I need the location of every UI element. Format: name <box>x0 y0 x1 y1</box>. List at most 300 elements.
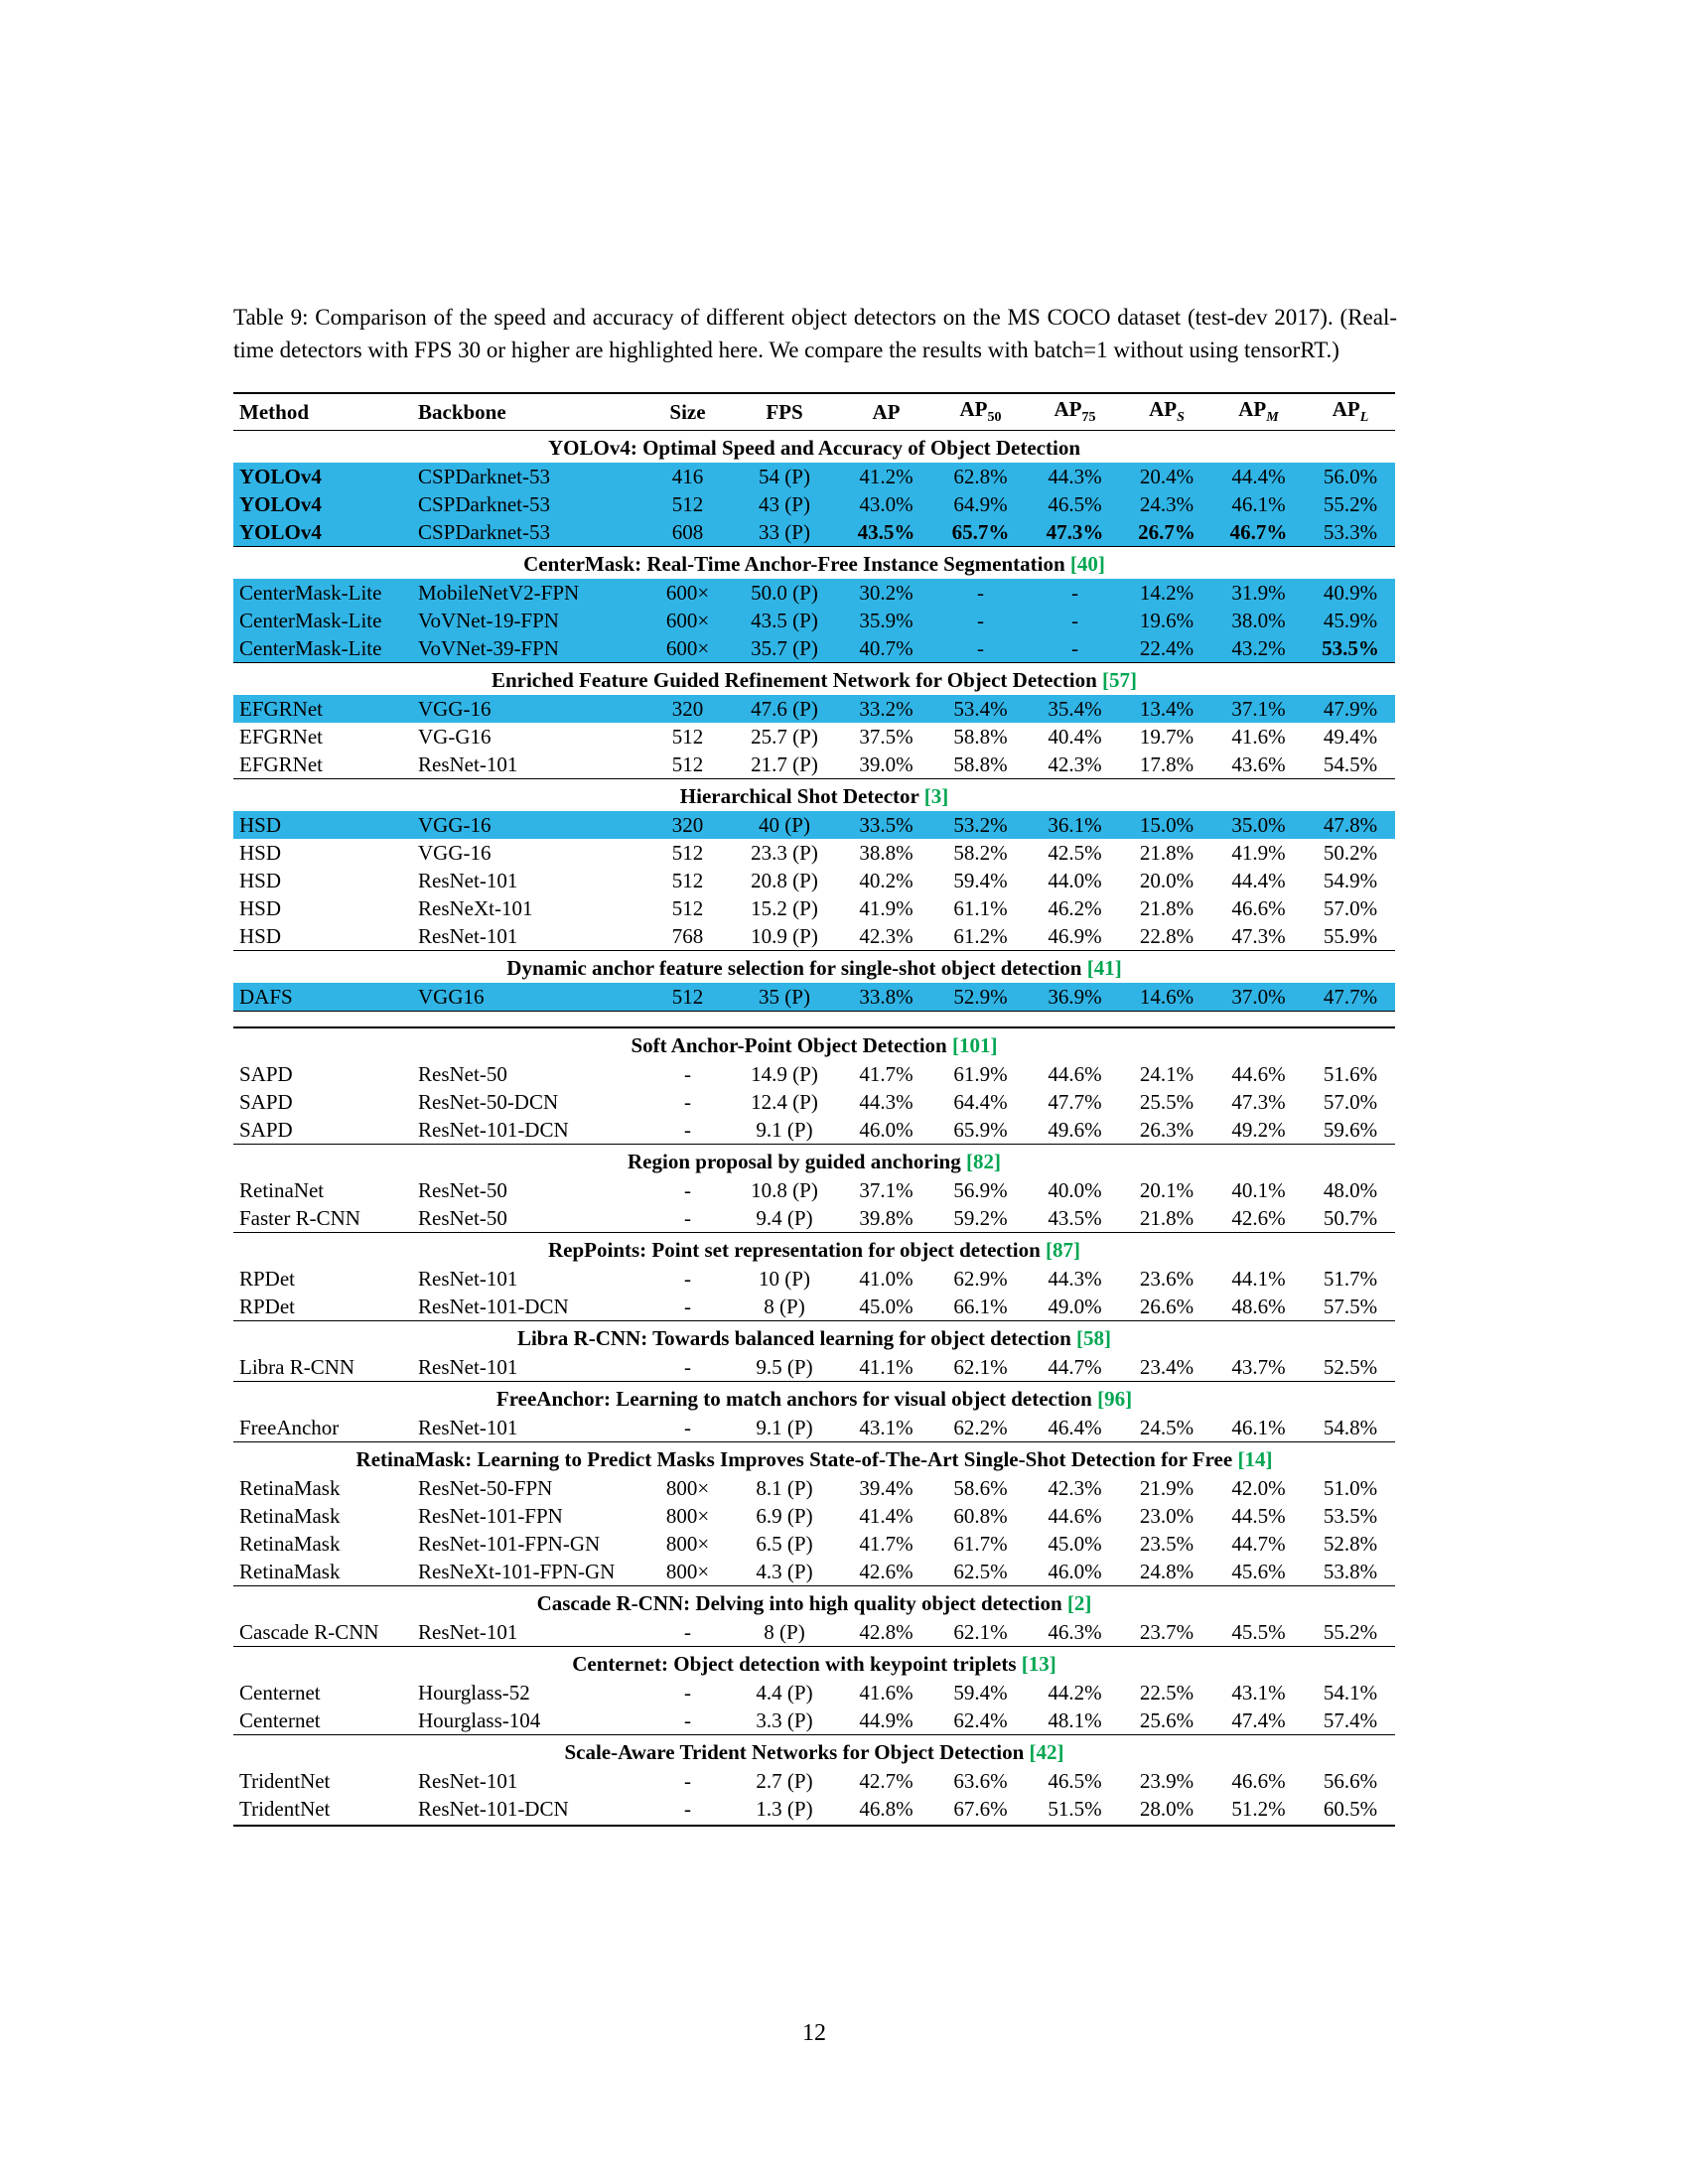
table-row <box>233 1618 1395 1646</box>
table-cell: YOLOv4 <box>239 519 322 544</box>
table-cell: TridentNet <box>239 1768 331 1793</box>
table-cell: CSPDarknet-53 <box>418 464 550 488</box>
table-cell: - <box>684 1061 691 1086</box>
table-cell: 51.5% <box>1048 1796 1102 1821</box>
table-cell: HSD <box>239 840 282 865</box>
table-cell: 62.9% <box>953 1266 1008 1291</box>
table-section <box>233 546 1395 662</box>
table-cell: 44.3% <box>859 1089 914 1114</box>
table-cell: 52.9% <box>953 984 1008 1009</box>
table-cell: 37.0% <box>1231 984 1286 1009</box>
table-cell: 44.7% <box>1048 1354 1102 1379</box>
table-cell: 45.9% <box>1323 608 1378 632</box>
table-cell: 48.6% <box>1231 1294 1286 1318</box>
table-cell: 54.5% <box>1323 751 1378 776</box>
table-cell: - <box>684 1266 691 1291</box>
table-break-rule <box>233 1011 1395 1028</box>
table-cell: 45.6% <box>1231 1559 1286 1583</box>
table-cell: 46.0% <box>1048 1559 1102 1583</box>
citation-link[interactable]: [14] <box>1237 1447 1273 1471</box>
table-caption: Table 9: Comparison of the speed and accuracy of different object detectors on the MS COCO dataset (test-dev 2017). (Real-time detectors with FPS 30 or higher are highlighted here. We compare the results with batch=1 without using tensorRT.) <box>233 305 1397 362</box>
table-cell: 52.8% <box>1323 1531 1378 1556</box>
section-title <box>233 951 1395 983</box>
table-cell: 22.8% <box>1139 923 1195 948</box>
table-cell: 43.5% <box>1048 1205 1102 1230</box>
table-cell: 37.1% <box>1231 696 1286 721</box>
table-cell: 53.4% <box>953 696 1008 721</box>
table-cell: 62.8% <box>953 464 1008 488</box>
table-cell: 19.7% <box>1139 724 1195 749</box>
citation-link[interactable]: [82] <box>965 1150 1001 1173</box>
table-cell: 20.0% <box>1139 868 1195 892</box>
table-cell: 46.8% <box>859 1796 914 1821</box>
table-cell: - <box>1071 580 1078 605</box>
table-cell: 33.8% <box>859 984 914 1009</box>
table-cell: 45.5% <box>1231 1619 1286 1644</box>
table-cell: ResNet-101-DCN <box>418 1117 569 1142</box>
table-cell: RPDet <box>239 1266 296 1291</box>
table-cell: 48.1% <box>1048 1707 1102 1732</box>
table-cell: 31.9% <box>1231 580 1286 605</box>
table-row <box>233 922 1395 950</box>
table-cell: 37.5% <box>859 724 914 749</box>
table-cell: 43.1% <box>1231 1680 1286 1705</box>
table-row <box>233 1767 1395 1795</box>
table-cell: VoVNet-39-FPN <box>418 635 559 660</box>
table-cell: - <box>684 1089 691 1114</box>
table-cell: EFGRNet <box>239 696 323 721</box>
table-cell: 46.9% <box>1048 923 1102 948</box>
table-cell: RetinaMask <box>239 1503 341 1528</box>
table-cell: 35.9% <box>859 608 914 632</box>
table-cell: 2.7 (P) <box>756 1768 813 1793</box>
table-cell: 21.8% <box>1139 840 1195 865</box>
table-cell: 41.2% <box>859 464 914 488</box>
section-title-text: FreeAnchor: Learning to match anchors for visual object detection <box>495 1387 1092 1411</box>
table-cell: HSD <box>239 812 282 837</box>
table-row <box>233 579 1395 607</box>
table-row <box>233 607 1395 634</box>
table-cell: 61.7% <box>953 1531 1008 1556</box>
citation-link[interactable]: [57] <box>1102 668 1138 692</box>
table-cell: 23.3 (P) <box>751 840 818 865</box>
table-cell: 8 (P) <box>764 1619 805 1644</box>
table-cell: 35.4% <box>1048 696 1102 721</box>
table-cell: 40.1% <box>1231 1177 1286 1202</box>
table-cell: 800× <box>665 1475 710 1500</box>
citation-link[interactable]: [58] <box>1076 1326 1112 1350</box>
table-cell: 320 <box>671 812 704 837</box>
table-cell: 45.0% <box>1048 1531 1102 1556</box>
table-cell: 42.7% <box>859 1768 914 1793</box>
table-row <box>233 1176 1395 1204</box>
table-cell: 512 <box>671 491 704 516</box>
table-cell: 41.7% <box>859 1531 914 1556</box>
table-header-row <box>233 392 1395 431</box>
table-cell: 44.7% <box>1231 1531 1286 1556</box>
table-section <box>233 1381 1395 1441</box>
table-cell: 22.4% <box>1139 635 1195 660</box>
table-cell: RetinaNet <box>239 1177 325 1202</box>
table-cell: 4.4 (P) <box>756 1680 813 1705</box>
section-title-text: Scale-Aware Trident Networks for Object Detection <box>564 1740 1025 1764</box>
section-title <box>233 1233 1395 1265</box>
table-cell: ResNet-101 <box>418 1266 518 1291</box>
table-cell: 46.1% <box>1231 1415 1286 1439</box>
table-cell: 9.1 (P) <box>756 1117 813 1142</box>
table-cell: 54 (P) <box>759 464 810 488</box>
table-section <box>233 662 1395 778</box>
table-cell: 26.6% <box>1139 1294 1195 1318</box>
table-cell: 62.1% <box>953 1619 1008 1644</box>
table-row <box>233 1706 1395 1734</box>
table-cell: 60.8% <box>953 1503 1008 1528</box>
table-cell: Hourglass-104 <box>418 1707 541 1732</box>
table-cell: HSD <box>239 923 282 948</box>
table-cell: 43.7% <box>1231 1354 1286 1379</box>
table-cell: 43.1% <box>859 1415 914 1439</box>
table-cell: TridentNet <box>239 1796 331 1821</box>
table-cell: 39.0% <box>859 751 914 776</box>
section-title <box>233 1647 1395 1679</box>
table-cell: 10 (P) <box>759 1266 810 1291</box>
table-cell: 44.4% <box>1231 868 1286 892</box>
table-cell: 512 <box>671 868 704 892</box>
table-cell: ResNet-101-DCN <box>418 1294 569 1318</box>
table-cell: 23.7% <box>1139 1619 1195 1644</box>
table-cell: 51.6% <box>1323 1061 1378 1086</box>
table-cell: FreeAnchor <box>239 1415 340 1439</box>
table-cell: Cascade R-CNN <box>239 1619 379 1644</box>
table-cell: CenterMask-Lite <box>239 608 382 632</box>
table-cell: 42.6% <box>859 1559 914 1583</box>
table-cell: 23.5% <box>1139 1531 1195 1556</box>
table-section <box>233 1734 1395 1827</box>
table-cell: 33 (P) <box>759 519 810 544</box>
table-cell: - <box>684 1680 691 1705</box>
table-cell: 768 <box>671 923 704 948</box>
table-cell: 40.2% <box>859 868 914 892</box>
table-cell: CSPDarknet-53 <box>418 519 550 544</box>
table-cell: Centernet <box>239 1680 321 1705</box>
table-row <box>233 1414 1395 1441</box>
table-cell: - <box>684 1117 691 1142</box>
table-cell: - <box>977 580 984 605</box>
table-cell: - <box>977 608 984 632</box>
table-row <box>233 1060 1395 1088</box>
table-cell: 43.0% <box>859 491 914 516</box>
table-cell: 44.3% <box>1048 1266 1102 1291</box>
table-cell: 41.1% <box>859 1354 914 1379</box>
table-cell: 55.9% <box>1323 923 1378 948</box>
section-title-text: Dynamic anchor feature selection for single-shot object detection <box>506 956 1082 980</box>
table-cell: 67.6% <box>953 1796 1008 1821</box>
table-row <box>233 490 1395 518</box>
table-cell: VGG-16 <box>418 840 492 865</box>
table-row <box>233 894 1395 922</box>
table-cell: 14.2% <box>1139 580 1195 605</box>
table-section <box>233 1646 1395 1734</box>
table-cell: YOLOv4 <box>239 491 322 516</box>
table-cell: 608 <box>671 519 704 544</box>
table-cell: 41.9% <box>859 895 914 920</box>
column-header-fps: FPS <box>766 399 803 424</box>
table-cell: 14.9 (P) <box>751 1061 818 1086</box>
table-cell: ResNet-101 <box>418 751 518 776</box>
table-cell: 49.0% <box>1048 1294 1102 1318</box>
table-cell: 44.6% <box>1048 1061 1102 1086</box>
table-cell: 416 <box>671 464 704 488</box>
table-cell: VGG-16 <box>418 696 492 721</box>
table-section <box>233 1441 1395 1585</box>
section-title <box>233 547 1395 579</box>
table-cell: 1.3 (P) <box>756 1796 813 1821</box>
table-cell: ResNet-101 <box>418 1768 518 1793</box>
table-cell: 50.0 (P) <box>751 580 818 605</box>
table-cell: 65.9% <box>953 1117 1008 1142</box>
table-cell: 47.8% <box>1323 812 1378 837</box>
table-cell: 25.7 (P) <box>751 724 818 749</box>
table-cell: 45.0% <box>859 1294 914 1318</box>
section-title-text: RepPoints: Point set representation for object detection <box>548 1238 1041 1262</box>
table-cell: 52.5% <box>1323 1354 1378 1379</box>
table-cell: 41.0% <box>859 1266 914 1291</box>
table-section <box>233 778 1395 950</box>
section-title <box>233 1382 1395 1414</box>
table-cell: EFGRNet <box>239 751 323 776</box>
table-cell: 21.9% <box>1139 1475 1195 1500</box>
table-cell: 512 <box>671 724 704 749</box>
citation-link[interactable]: [42] <box>1029 1740 1064 1764</box>
table-row <box>233 983 1395 1011</box>
section-title-text: YOLOv4: Optimal Speed and Accuracy of Object Detection <box>547 436 1081 460</box>
table-cell: CSPDarknet-53 <box>418 491 550 516</box>
table-cell: 47.3% <box>1231 1089 1286 1114</box>
table-cell: 33.2% <box>859 696 914 721</box>
table-cell: 42.6% <box>1231 1205 1286 1230</box>
table-cell: 9.5 (P) <box>756 1354 813 1379</box>
table-cell: ResNet-50 <box>418 1205 507 1230</box>
section-title-text: Centernet: Object detection with keypoint triplets <box>572 1652 1017 1676</box>
section-title <box>233 663 1395 695</box>
table-row <box>233 1088 1395 1116</box>
table-cell: 57.5% <box>1323 1294 1378 1318</box>
table-cell: 54.8% <box>1323 1415 1378 1439</box>
table-cell: 57.4% <box>1323 1707 1378 1732</box>
table-cell: 43.5% <box>857 519 915 544</box>
table-cell: 21.8% <box>1139 895 1195 920</box>
table-cell: CenterMask-Lite <box>239 580 382 605</box>
table-cell: 15.0% <box>1139 812 1195 837</box>
page-number: 12 <box>802 2020 826 2046</box>
table-cell: EFGRNet <box>239 724 323 749</box>
section-title-text: Enriched Feature Guided Refinement Network for Object Detection <box>491 668 1097 692</box>
section-title-text: Cascade R-CNN: Delving into high quality object detection <box>536 1591 1062 1615</box>
section-title <box>233 779 1395 811</box>
table-cell: 44.1% <box>1231 1266 1286 1291</box>
table-cell: - <box>684 1768 691 1793</box>
table-cell: 58.2% <box>953 840 1008 865</box>
table-section <box>233 1144 1395 1232</box>
table-cell: ResNet-50 <box>418 1177 507 1202</box>
column-header-aps: $AP_S$ <box>1149 397 1185 426</box>
table-cell: 33.5% <box>859 812 914 837</box>
table-cell: 40 (P) <box>759 812 810 837</box>
table-row <box>233 811 1395 839</box>
table-cell: 44.0% <box>1048 868 1102 892</box>
table-cell: 25.5% <box>1139 1089 1195 1114</box>
section-title <box>233 1028 1395 1060</box>
table-row <box>233 518 1395 546</box>
table-cell: 21.7 (P) <box>751 751 818 776</box>
table-cell: 24.5% <box>1139 1415 1195 1439</box>
table-cell: 20.8 (P) <box>751 868 818 892</box>
table-cell: 9.4 (P) <box>756 1205 813 1230</box>
section-title-text: RetinaMask: Learning to Predict Masks Improves State-of-The-Art Single-Shot Detection for Free <box>355 1447 1233 1471</box>
table-cell: - <box>684 1707 691 1732</box>
table-row <box>233 1530 1395 1558</box>
table-cell: 46.0% <box>859 1117 914 1142</box>
table-cell: 58.8% <box>953 724 1008 749</box>
table-cell: 42.5% <box>1048 840 1102 865</box>
table-cell: 62.5% <box>953 1559 1008 1583</box>
table-cell: 19.6% <box>1139 608 1195 632</box>
table-cell: YOLOv4 <box>239 464 322 488</box>
table-cell: 24.3% <box>1139 491 1195 516</box>
table-cell: 49.2% <box>1231 1117 1286 1142</box>
table-cell: 46.5% <box>1048 491 1102 516</box>
table-cell: 3.3 (P) <box>756 1707 813 1732</box>
table-cell: 21.8% <box>1139 1205 1195 1230</box>
table-section <box>233 1320 1395 1381</box>
table-cell: - <box>684 1415 691 1439</box>
table-cell: 320 <box>671 696 704 721</box>
section-title <box>233 1442 1395 1474</box>
table-cell: 55.2% <box>1323 1619 1378 1644</box>
table-cell: 800× <box>665 1503 710 1528</box>
table-cell: 40.4% <box>1048 724 1102 749</box>
table-cell: 53.5% <box>1322 635 1379 660</box>
citation-link[interactable]: [13] <box>1021 1652 1056 1676</box>
table-cell: 56.0% <box>1323 464 1378 488</box>
table-cell: 41.6% <box>859 1680 914 1705</box>
table-cell: 61.9% <box>953 1061 1008 1086</box>
table-cell: VG-G16 <box>418 724 492 749</box>
table-cell: ResNet-101 <box>418 1354 518 1379</box>
table-cell: 56.9% <box>953 1177 1008 1202</box>
table-cell: 61.2% <box>953 923 1008 948</box>
table-section <box>233 1232 1395 1320</box>
table-cell: 512 <box>671 840 704 865</box>
table-row <box>233 723 1395 751</box>
citation-link[interactable]: [41] <box>1086 956 1122 980</box>
table-cell: ResNet-101-FPN <box>418 1503 563 1528</box>
table-cell: 46.7% <box>1229 519 1288 544</box>
citation-link[interactable]: [2] <box>1066 1591 1092 1615</box>
table-cell: Faster R-CNN <box>239 1205 360 1230</box>
table-cell: 44.5% <box>1231 1503 1286 1528</box>
table-cell: 38.0% <box>1231 608 1286 632</box>
table-cell: ResNet-101-FPN-GN <box>418 1531 601 1556</box>
table-row <box>233 1558 1395 1585</box>
table-cell: 10.8 (P) <box>751 1177 818 1202</box>
section-title-text: Hierarchical Shot Detector <box>679 784 919 808</box>
citation-link[interactable]: [101] <box>952 1033 998 1057</box>
table-cell: 20.4% <box>1139 464 1195 488</box>
table-cell: 49.6% <box>1048 1117 1102 1142</box>
citation-link[interactable]: [40] <box>1069 552 1105 576</box>
table-cell: RetinaMask <box>239 1531 341 1556</box>
table-cell: - <box>684 1294 691 1318</box>
table-cell: 25.6% <box>1139 1707 1195 1732</box>
table-row <box>233 1474 1395 1502</box>
results-table <box>233 392 1395 1827</box>
table-cell: ResNet-50 <box>418 1061 507 1086</box>
table-cell: - <box>684 1177 691 1202</box>
table-cell: 50.2% <box>1323 840 1378 865</box>
table-cell: 39.4% <box>859 1475 914 1500</box>
table-cell: 600× <box>665 580 710 605</box>
section-title <box>233 1321 1395 1353</box>
table-row <box>233 867 1395 894</box>
table-cell: 14.6% <box>1139 984 1195 1009</box>
table-cell: 43 (P) <box>759 491 810 516</box>
table-cell: 35 (P) <box>759 984 810 1009</box>
table-cell: 40.0% <box>1048 1177 1102 1202</box>
table-cell: 51.7% <box>1323 1266 1378 1291</box>
column-header-backbone: Backbone <box>418 399 506 424</box>
table-cell: 44.2% <box>1048 1680 1102 1705</box>
table-cell: 36.1% <box>1048 812 1102 837</box>
table-cell: - <box>1071 608 1078 632</box>
table-cell: ResNeXt-101 <box>418 895 533 920</box>
citation-link[interactable]: [3] <box>923 784 949 808</box>
table-cell: 56.6% <box>1323 1768 1378 1793</box>
table-cell: 60.5% <box>1323 1796 1378 1821</box>
table-row <box>233 1795 1395 1823</box>
table-cell: 28.0% <box>1139 1796 1195 1821</box>
table-cell: 46.6% <box>1231 1768 1286 1793</box>
table-cell: - <box>684 1205 691 1230</box>
section-title-text: Soft Anchor-Point Object Detection <box>631 1033 947 1057</box>
table-cell: 42.3% <box>1048 1475 1102 1500</box>
table-cell: 37.1% <box>859 1177 914 1202</box>
table-cell: 512 <box>671 751 704 776</box>
table-section <box>233 950 1395 1011</box>
table-cell: 17.8% <box>1139 751 1195 776</box>
table-cell: VGG16 <box>418 984 485 1009</box>
table-cell: Centernet <box>239 1707 321 1732</box>
table-cell: RPDet <box>239 1294 296 1318</box>
table-cell: 39.8% <box>859 1205 914 1230</box>
table-cell: 59.4% <box>953 1680 1008 1705</box>
table-cell: 26.7% <box>1138 519 1196 544</box>
table-cell: 46.4% <box>1048 1415 1102 1439</box>
citation-link[interactable]: [87] <box>1046 1238 1080 1262</box>
table-row <box>233 1204 1395 1232</box>
table-cell: SAPD <box>239 1117 293 1142</box>
table-cell: 35.7 (P) <box>751 635 818 660</box>
table-cell: 35.0% <box>1231 812 1286 837</box>
table-cell: ResNet-101 <box>418 1415 518 1439</box>
column-header-apm: $AP_M$ <box>1238 397 1279 426</box>
table-row <box>233 1265 1395 1293</box>
table-cell: MobileNetV2-FPN <box>418 580 580 605</box>
table-cell: 41.4% <box>859 1503 914 1528</box>
table-cell: 46.5% <box>1048 1768 1102 1793</box>
citation-link[interactable]: [96] <box>1097 1387 1133 1411</box>
table-cell: ResNet-50-DCN <box>418 1089 559 1114</box>
